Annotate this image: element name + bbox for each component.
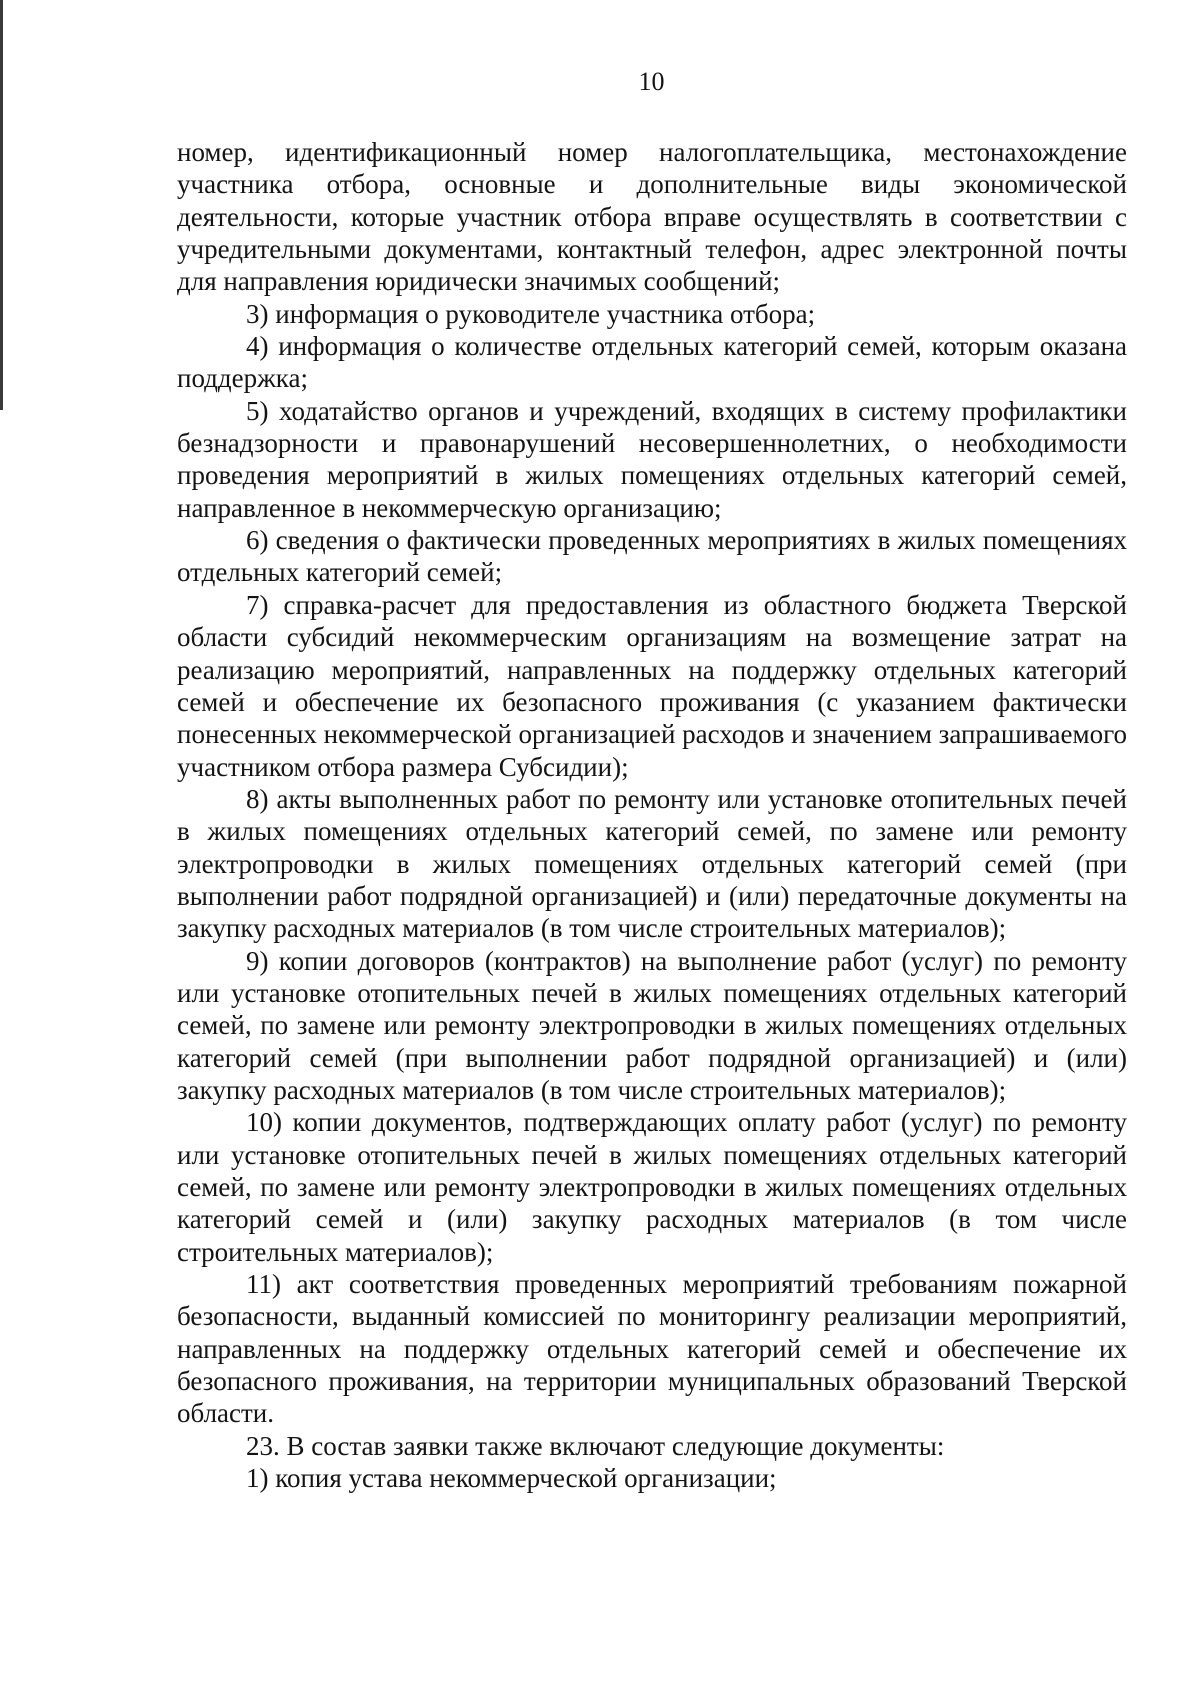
list-item-3: 3) информация о руководителе участника отбора; <box>246 298 816 329</box>
list-item-11: 11) акт соответствия проведенных мероприятий требованиям пожарной безопасности, выданный комиссией по мониторингу реализации мероприятий, направленных на поддержку отдельных категорий семей и обеспечение их безопасного проживания, на территории муниципальных образований Тверской области. <box>177 1269 1127 1429</box>
scan-edge-shadow <box>0 0 3 410</box>
list-item-4: 4) информация о количестве отдельных категорий семей, которым оказана поддержка; <box>177 331 1127 394</box>
list-item-10: 10) копии документов, подтверждающих оплату работ (услуг) по ремонту или установке отопительных печей в жилых помещениях отдельных категорий семей, по замене или ремонту электропроводки в жилых помещениях отдельных категорий семей и (или) закупку расходных материалов (в том числе строительных материалов); <box>177 1107 1127 1267</box>
paragraph-continuation: номер, идентификационный номер налогоплательщика, местонахождение участника отбора, основные и дополнительные виды экономической деятельности, которые участник отбора вправе осуществлять в соответствии с учредительными документами, контактный телефон, адрес электронной почты для направления юридически значимых сообщений; <box>177 137 1127 297</box>
list-item-7: 7) справка-расчет для предоставления из областного бюджета Тверской области субсидий некоммерческим организациям на возмещение затрат на реализацию мероприятий, направленных на поддержку отдельных категорий семей и обеспечение их безопасного проживания (с указанием фактически понесенных некоммерческой организацией расходов и значением запрашиваемого участником отбора размера Субсидии); <box>177 589 1127 782</box>
list-item-8: 8) акты выполненных работ по ремонту или установке отопительных печей в жилых помещениях отдельных категорий семей, по замене или ремонту электропроводки в жилых помещениях отдельных категорий семей (при выполнении работ подрядной организацией) и (или) передаточные документы на закупку расходных материалов (в том числе строительных материалов); <box>177 783 1127 944</box>
document-body <box>177 136 1127 1494</box>
list-item-6: 6) сведения о фактически проведенных мероприятиях в жилых помещениях отдельных категорий семей; <box>177 525 1127 588</box>
list-item-5: 5) ходатайство органов и учреждений, входящих в систему профилактики безнадзорности и правонарушений несовершеннолетних, о необходимости проведения мероприятий в жилых помещениях отдельных категорий семей, направленное в некоммерческую организацию; <box>177 395 1127 523</box>
list-item-9: 9) копии договоров (контрактов) на выполнение работ (услуг) по ремонту или установке отопительных печей в жилых помещениях отдельных категорий семей, по замене или ремонту электропроводки в жилых помещениях отдельных категорий семей (при выполнении работ подрядной организацией) и (или) закупку расходных материалов (в том числе строительных материалов); <box>177 945 1127 1105</box>
section-23-heading: 23. В состав заявки также включают следующие документы: <box>246 1430 945 1461</box>
section-23-item-1: 1) копия устава некоммерческой организации; <box>246 1463 777 1494</box>
page-number: 10 <box>638 67 665 96</box>
